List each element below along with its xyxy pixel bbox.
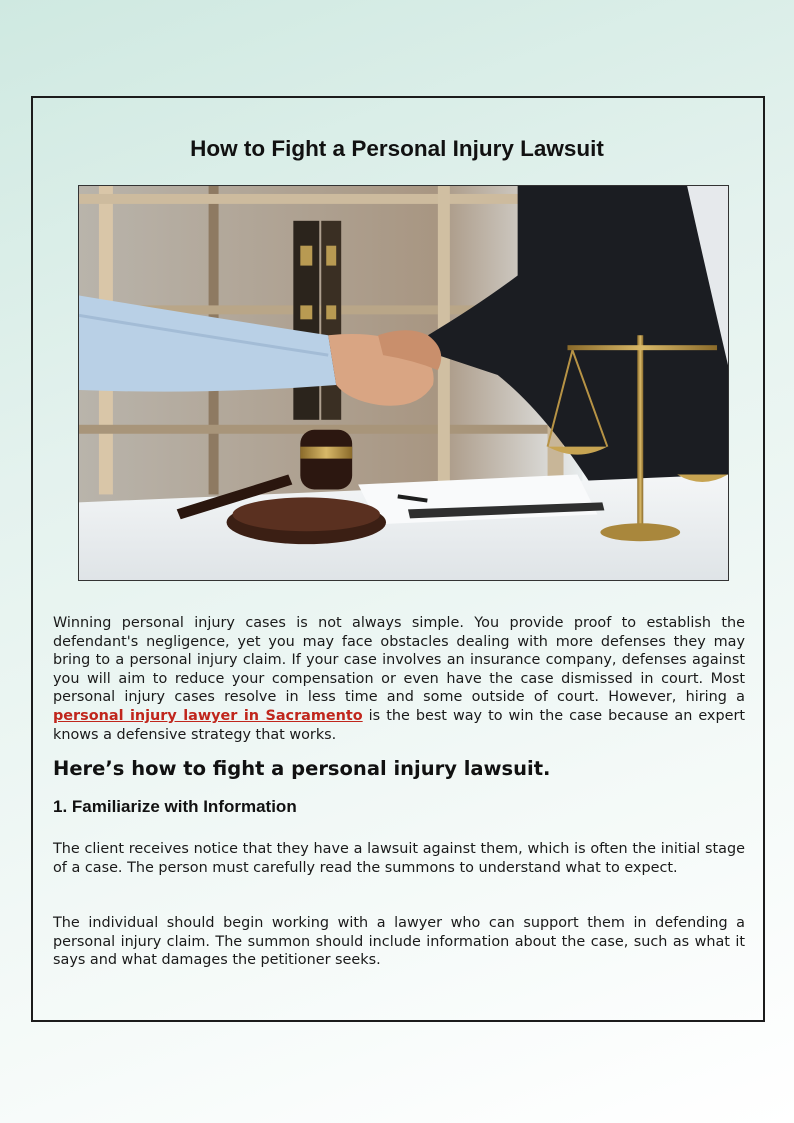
handshake-photo (78, 185, 729, 581)
body-paragraph-2: The individual should begin working with a lawyer who can support them in defending a personal injury claim. The summon should include information about the case, such as what it says and what damages the petitioner seeks. (53, 915, 745, 969)
page-title: How to Fight a Personal Injury Lawsuit (190, 136, 604, 161)
section-heading: Here’s how to fight a personal injury lawsuit. (53, 757, 551, 780)
intro-paragraph (53, 614, 745, 744)
subsection-heading: 1. Familiarize with Information (53, 797, 297, 816)
intro-text-before-link: Winning personal injury cases is not always simple. You provide proof to establish the defendant's negligence, yet you may face obstacles dealing with more defenses they may bring to a personal injury claim. If your case involves an insurance company, defenses against you will aim to reduce your compensation or even have the case dismissed in court. Most personal injury cases resolve in less time and some outside of court. However, hiring a (53, 615, 745, 706)
handshake-gavel-scales-illustration (79, 186, 728, 580)
intro-text-after-link: is the best way to win the case because an expert knows a defensive strategy that works. (53, 707, 745, 743)
body-paragraph-1: The client receives notice that they have a lawsuit against them, which is often the initial stage of a case. The person must carefully read the summons to understand what to expect. (53, 841, 745, 876)
sacramento-lawyer-link[interactable]: personal injury lawyer in Sacramento (53, 707, 363, 724)
